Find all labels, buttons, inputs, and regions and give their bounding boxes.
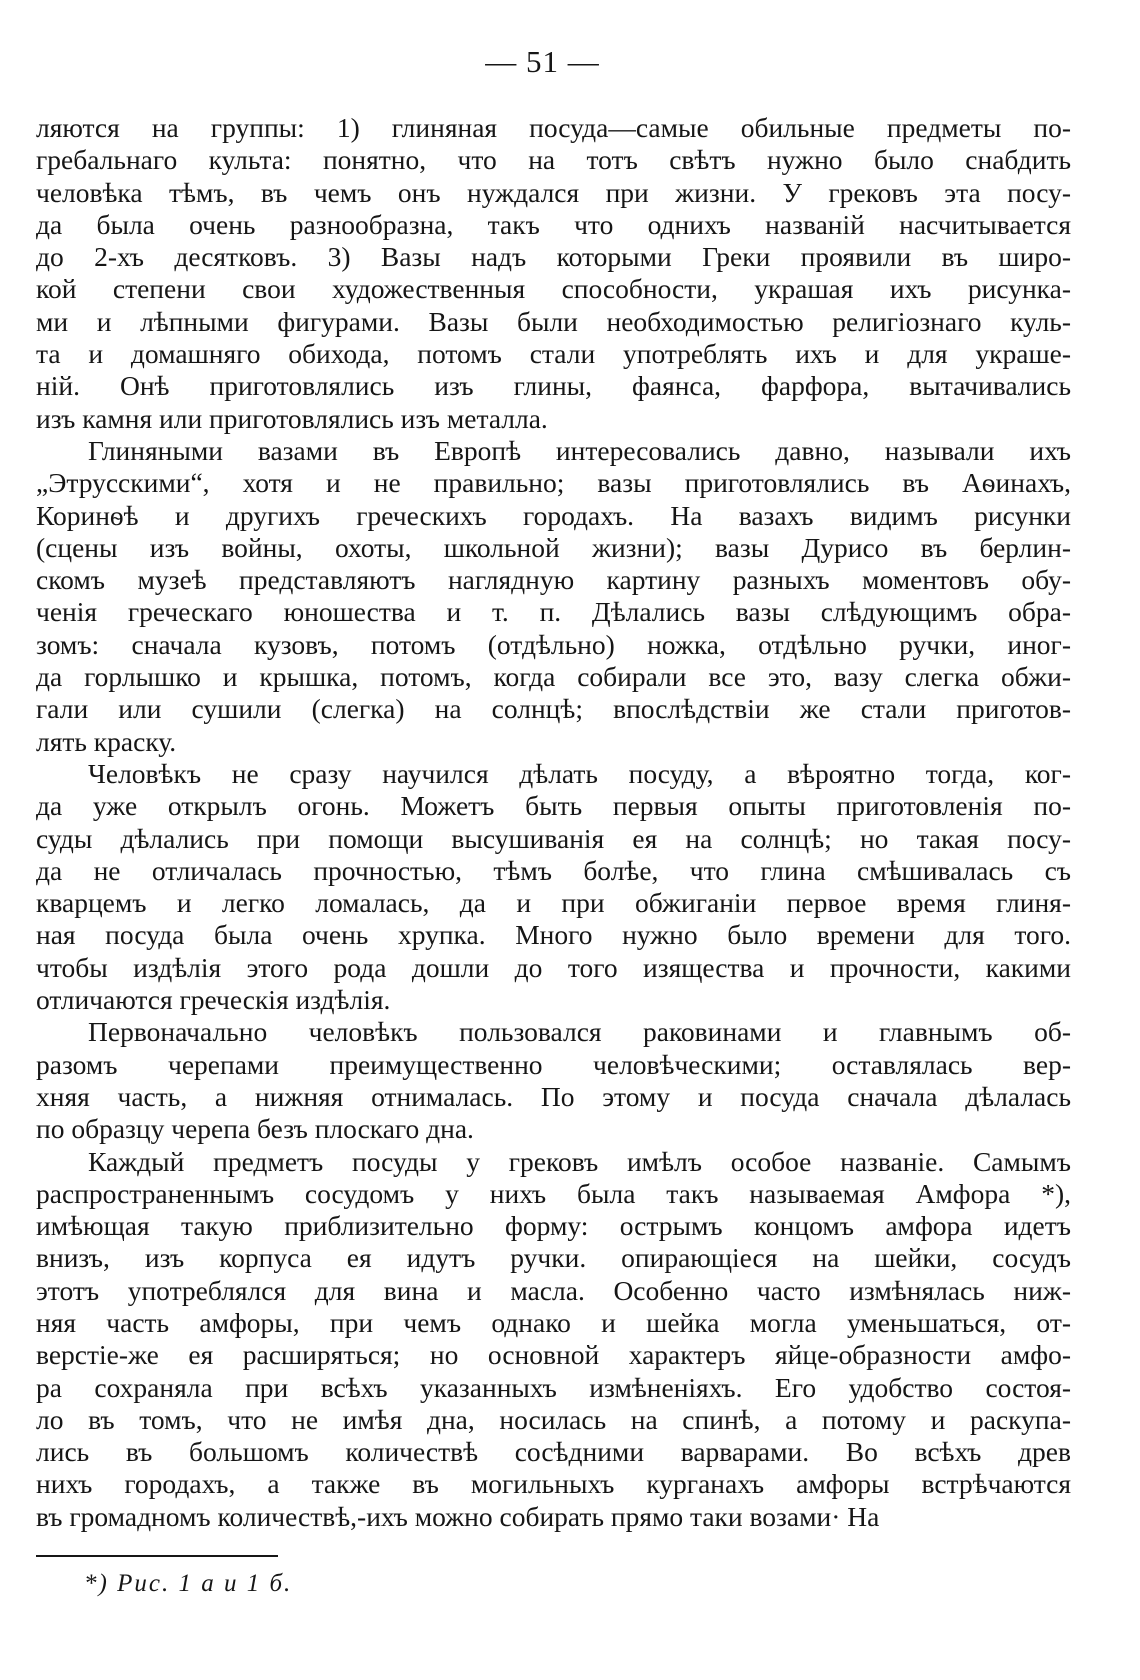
text-line: ра сохраняла при всѣхъ указанныхъ измѣненіяхъ. Его удобство состоя-: [36, 1371, 1071, 1403]
text-line: чтобы издѣлія этого рода дошли до того изящества и прочности, какими: [36, 951, 1071, 983]
footnote-divider: [36, 1555, 278, 1557]
text-line: няя часть амфоры, при чемъ однако и шейка могла уменьшаться, от-: [36, 1306, 1071, 1338]
text-line: зомъ: сначала кузовъ, потомъ (отдѣльно) ножка, отдѣльно ручки, иног-: [36, 628, 1071, 660]
paragraph: [36, 435, 1071, 758]
text-line: ляются на группы: 1) глиняная посуда—самые обильные предметы по-: [36, 112, 1071, 143]
text-line: ми и лѣпными фигурами. Вазы были необходимостью религіознаго куль-: [36, 305, 1071, 337]
text-line: кой степени свои художественныя способности, украшая ихъ рисунка-: [36, 273, 1071, 305]
text-line: разомъ черепами преимущественно человѣческими; оставлялась вер-: [36, 1048, 1071, 1080]
text-line: скомъ музеѣ представляютъ наглядную картину разныхъ моментовъ обу-: [36, 564, 1071, 596]
text-line: да горлышко и крышка, потомъ, когда собирали все это, вазу слегка обжи-: [36, 661, 1071, 693]
text-line: кварцемъ и легко ломалась, да и при обжиганіи первое время глиня-: [36, 887, 1071, 919]
page-number: — 51 —: [485, 44, 600, 79]
text-line: человѣка тѣмъ, въ чемъ онъ нуждался при жизни. У грековъ эта посу-: [36, 176, 1071, 208]
footnote: *) Рис. 1 а и 1 б.: [84, 1570, 293, 1597]
text-line: нихъ городахъ, а также въ могильныхъ курганахъ амфоры встрѣчаются: [36, 1468, 1071, 1500]
text-line: Человѣкъ не сразу научился дѣлать посуду, а вѣроятно тогда, ког-: [88, 757, 1071, 789]
text-line: изъ камня или приготовлялись изъ металла.: [36, 402, 548, 434]
text-line: Каждый предметъ посуды у грековъ имѣлъ особое названіе. Самымъ: [88, 1145, 1071, 1177]
text-line: распространеннымъ сосудомъ у нихъ была такъ называемая Амфора *),: [36, 1177, 1071, 1209]
text-line: ній. Онѣ приготовлялись изъ глины, фаянса, фарфора, вытачивались: [36, 370, 1071, 402]
text-line: лись въ большомъ количествѣ сосѣдними варварами. Во всѣхъ древ: [36, 1436, 1071, 1468]
text-line: внизъ, изъ корпуса ея идутъ ручки. опирающіеся на шейки, сосудъ: [36, 1242, 1071, 1274]
body-text: [36, 112, 1071, 1533]
text-line: имѣющая такую приблизительно форму: острымъ концомъ амфора идетъ: [36, 1210, 1071, 1242]
paragraph: [36, 112, 1071, 435]
text-line: суды дѣлались при помощи высушиванія ея на солнцѣ; но такая посу-: [36, 822, 1071, 854]
text-line: Глиняными вазами въ Европѣ интересовались давно, называли ихъ: [88, 434, 1071, 466]
text-line: по образцу черепа безъ плоскаго дна.: [36, 1113, 474, 1145]
text-line: верстіе-же ея расширяться; но основной характеръ яйце-образности амфо-: [36, 1339, 1071, 1371]
text-line: та и домашняго обихода, потомъ стали употреблять ихъ и для украше-: [36, 338, 1071, 370]
paragraph: [36, 1146, 1071, 1534]
text-line: лять краску.: [36, 725, 177, 757]
text-line: „Этрусскими“, хотя и не правильно; вазы приготовлялись въ Аѳинахъ,: [36, 467, 1071, 499]
text-line: ло въ томъ, что не имѣя дна, носилась на спинѣ, а потому и раскупа-: [36, 1403, 1071, 1435]
text-line: (сцены изъ войны, охоты, школьной жизни); вазы Дурисо въ берлин-: [36, 531, 1071, 563]
text-line: ченія греческаго юношества и т. п. Дѣлались вазы слѣдующимъ обра-: [36, 596, 1071, 628]
text-line: да не отличалась прочностью, тѣмъ болѣе, что глина смѣшивалась съ: [36, 854, 1071, 886]
text-line: гали или сушили (слегка) на солнцѣ; впослѣдствіи же стали приготов-: [36, 693, 1071, 725]
text-line: этотъ употреблялся для вина и масла. Особенно часто измѣнялась ниж-: [36, 1274, 1071, 1306]
paragraph: [36, 1016, 1071, 1145]
text-line: Коринѳѣ и другихъ греческихъ городахъ. На вазахъ видимъ рисунки: [36, 499, 1071, 531]
text-line: хняя часть, а нижняя отнималась. По этому и посуда сначала дѣлалась: [36, 1080, 1071, 1112]
text-line: ная посуда была очень хрупка. Много нужно было времени для того.: [36, 919, 1071, 951]
text-line: да уже открылъ огонь. Можетъ быть первыя опыты приготовленія по-: [36, 790, 1071, 822]
text-line: въ громадномъ количествѣ,-ихъ можно собирать прямо таки возами· На: [36, 1500, 880, 1532]
text-line: отличаются греческія издѣлія.: [36, 984, 391, 1016]
text-line: до 2-хъ десятковъ. 3) Вазы надъ которыми Греки проявили въ широ-: [36, 241, 1071, 273]
text-line: да была очень разнообразна, такъ что однихъ названій насчитывается: [36, 208, 1071, 240]
paragraph: [36, 758, 1071, 1016]
text-line: гребальнаго культа: понятно, что на тотъ свѣтъ нужно было снабдить: [36, 144, 1071, 176]
text-line: Первоначально человѣкъ пользовался раковинами и главнымъ об-: [88, 1016, 1071, 1048]
